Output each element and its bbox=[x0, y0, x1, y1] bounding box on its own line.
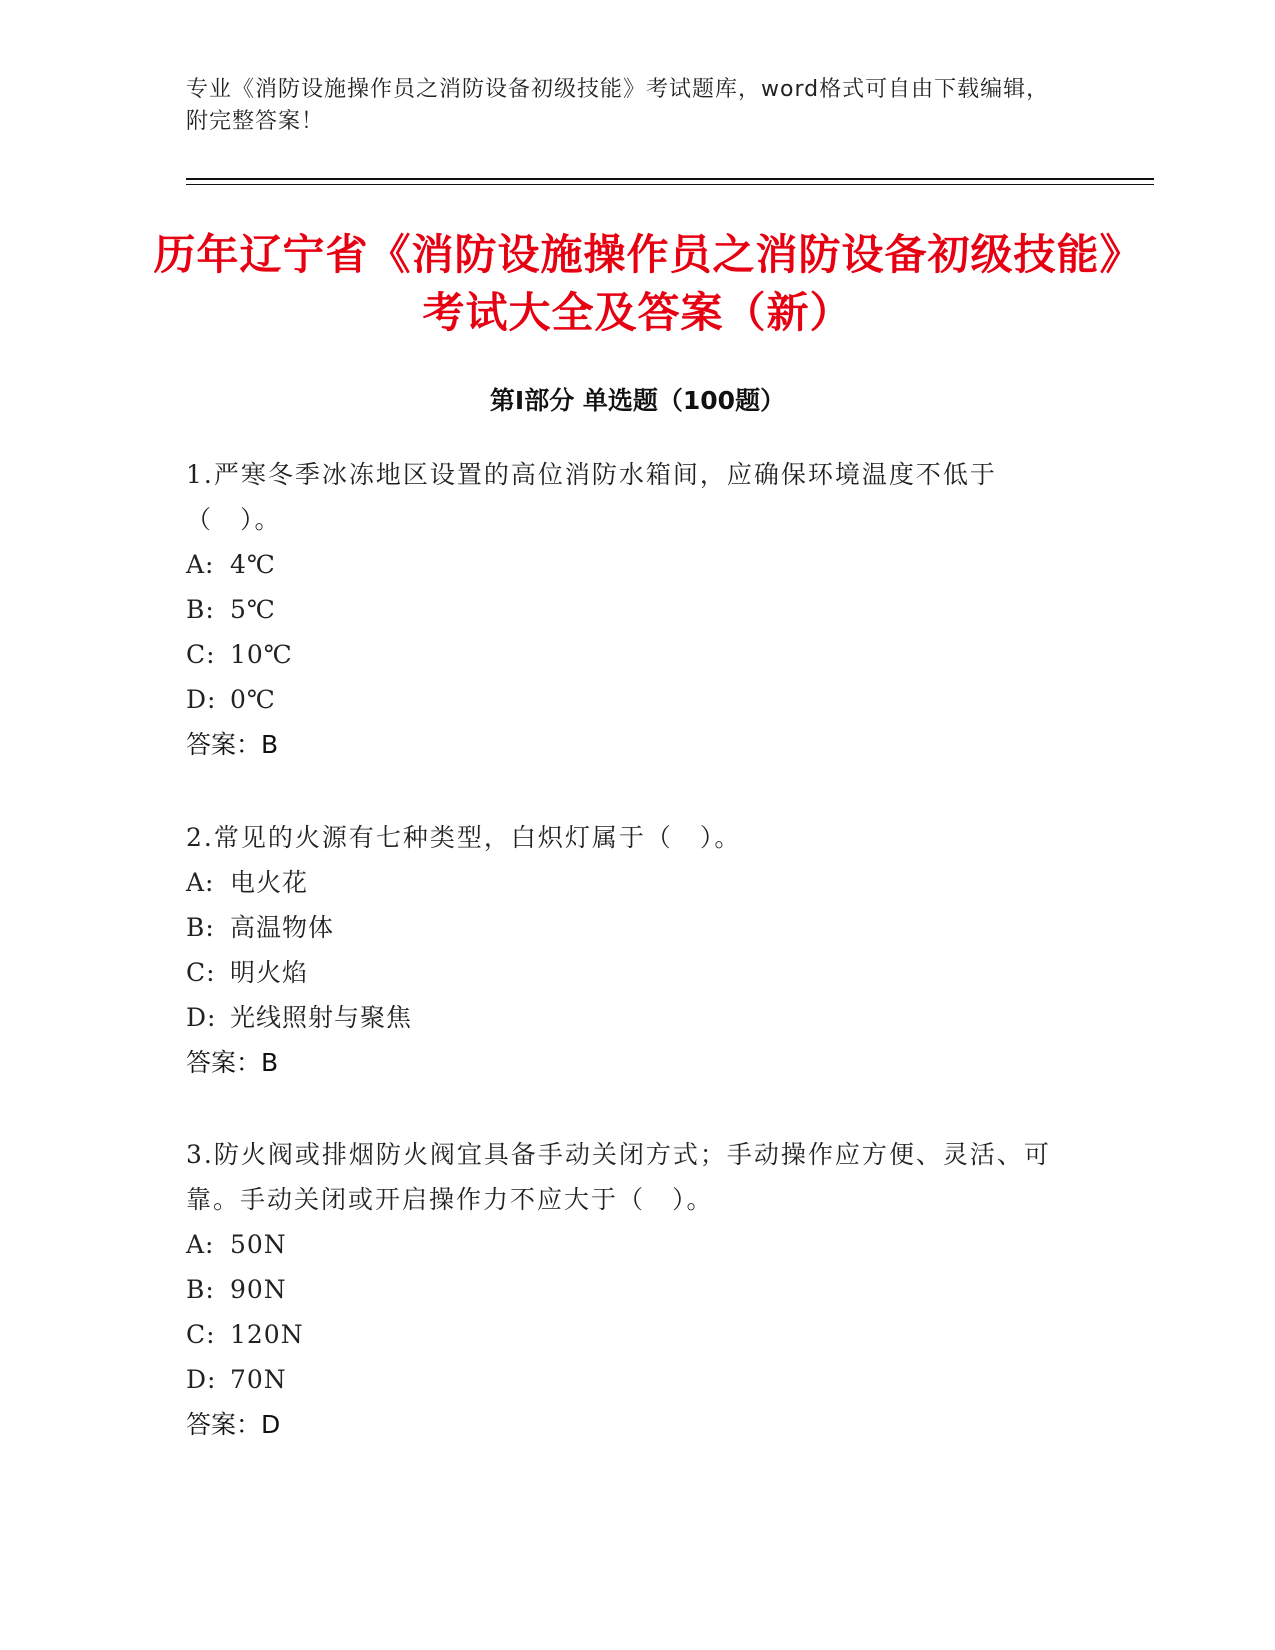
question-stem: 3.防火阀或排烟防火阀宜具备手动关闭方式；手动操作应方便、灵活、可靠。手动关闭或开启操作力不应大于（ ）。 bbox=[186, 1140, 1051, 1214]
option-letter: A: bbox=[186, 1230, 215, 1259]
option-b bbox=[186, 905, 1066, 950]
option-d bbox=[186, 995, 1066, 1040]
option-letter: C: bbox=[186, 640, 216, 669]
option-letter: C: bbox=[186, 1320, 216, 1349]
option-b bbox=[186, 1267, 1066, 1312]
option-d bbox=[186, 677, 1066, 722]
question-2 bbox=[186, 815, 1066, 1085]
option-a bbox=[186, 1222, 1066, 1267]
option-text: 0℃ bbox=[230, 685, 276, 714]
question-stem: 2.常见的火源有七种类型，白炽灯属于（ ）。 bbox=[186, 823, 742, 852]
option-text: 5℃ bbox=[230, 595, 276, 624]
option-letter: B: bbox=[186, 913, 215, 942]
option-text: 光线照射与聚焦 bbox=[230, 1003, 413, 1032]
option-text: 明火焰 bbox=[230, 958, 309, 987]
option-b bbox=[186, 587, 1066, 632]
option-text: 120N bbox=[230, 1320, 304, 1349]
header-note: 专业《消防设施操作员之消防设备初级技能》考试题库，word格式可自由下载编辑，附完整答案！ bbox=[186, 77, 1050, 134]
option-letter: B: bbox=[186, 1275, 215, 1304]
section-heading: 第I部分 单选题（100题） bbox=[489, 386, 786, 415]
question-1 bbox=[186, 452, 1066, 767]
option-letter: D: bbox=[186, 1003, 217, 1032]
option-text: 高温物体 bbox=[230, 913, 335, 942]
option-letter: D: bbox=[186, 1365, 217, 1394]
header-divider-thin bbox=[186, 184, 1154, 185]
document-title: 历年辽宁省《消防设施操作员之消防设备初级技能》考试大全及答案（新） bbox=[153, 230, 1122, 337]
option-text: 4℃ bbox=[230, 550, 276, 579]
question-3 bbox=[186, 1132, 1066, 1447]
option-text: 50N bbox=[230, 1230, 287, 1259]
header-divider-thick bbox=[186, 178, 1154, 180]
option-letter: D: bbox=[186, 685, 217, 714]
option-letter: C: bbox=[186, 958, 216, 987]
answer: 答案：B bbox=[186, 1048, 279, 1077]
question-stem: 1.严寒冬季冰冻地区设置的高位消防水箱间，应确保环境温度不低于（ ）。 bbox=[186, 460, 997, 534]
option-text: 90N bbox=[230, 1275, 287, 1304]
option-text: 70N bbox=[230, 1365, 287, 1394]
option-text: 电火花 bbox=[230, 868, 309, 897]
option-letter: A: bbox=[186, 550, 215, 579]
option-c bbox=[186, 632, 1066, 677]
option-c bbox=[186, 950, 1066, 995]
option-letter: A: bbox=[186, 868, 215, 897]
option-a bbox=[186, 542, 1066, 587]
answer: 答案：D bbox=[186, 1410, 281, 1439]
option-letter: B: bbox=[186, 595, 215, 624]
option-d bbox=[186, 1357, 1066, 1402]
option-text: 10℃ bbox=[230, 640, 293, 669]
option-c bbox=[186, 1312, 1066, 1357]
option-a bbox=[186, 860, 1066, 905]
answer: 答案：B bbox=[186, 730, 279, 759]
